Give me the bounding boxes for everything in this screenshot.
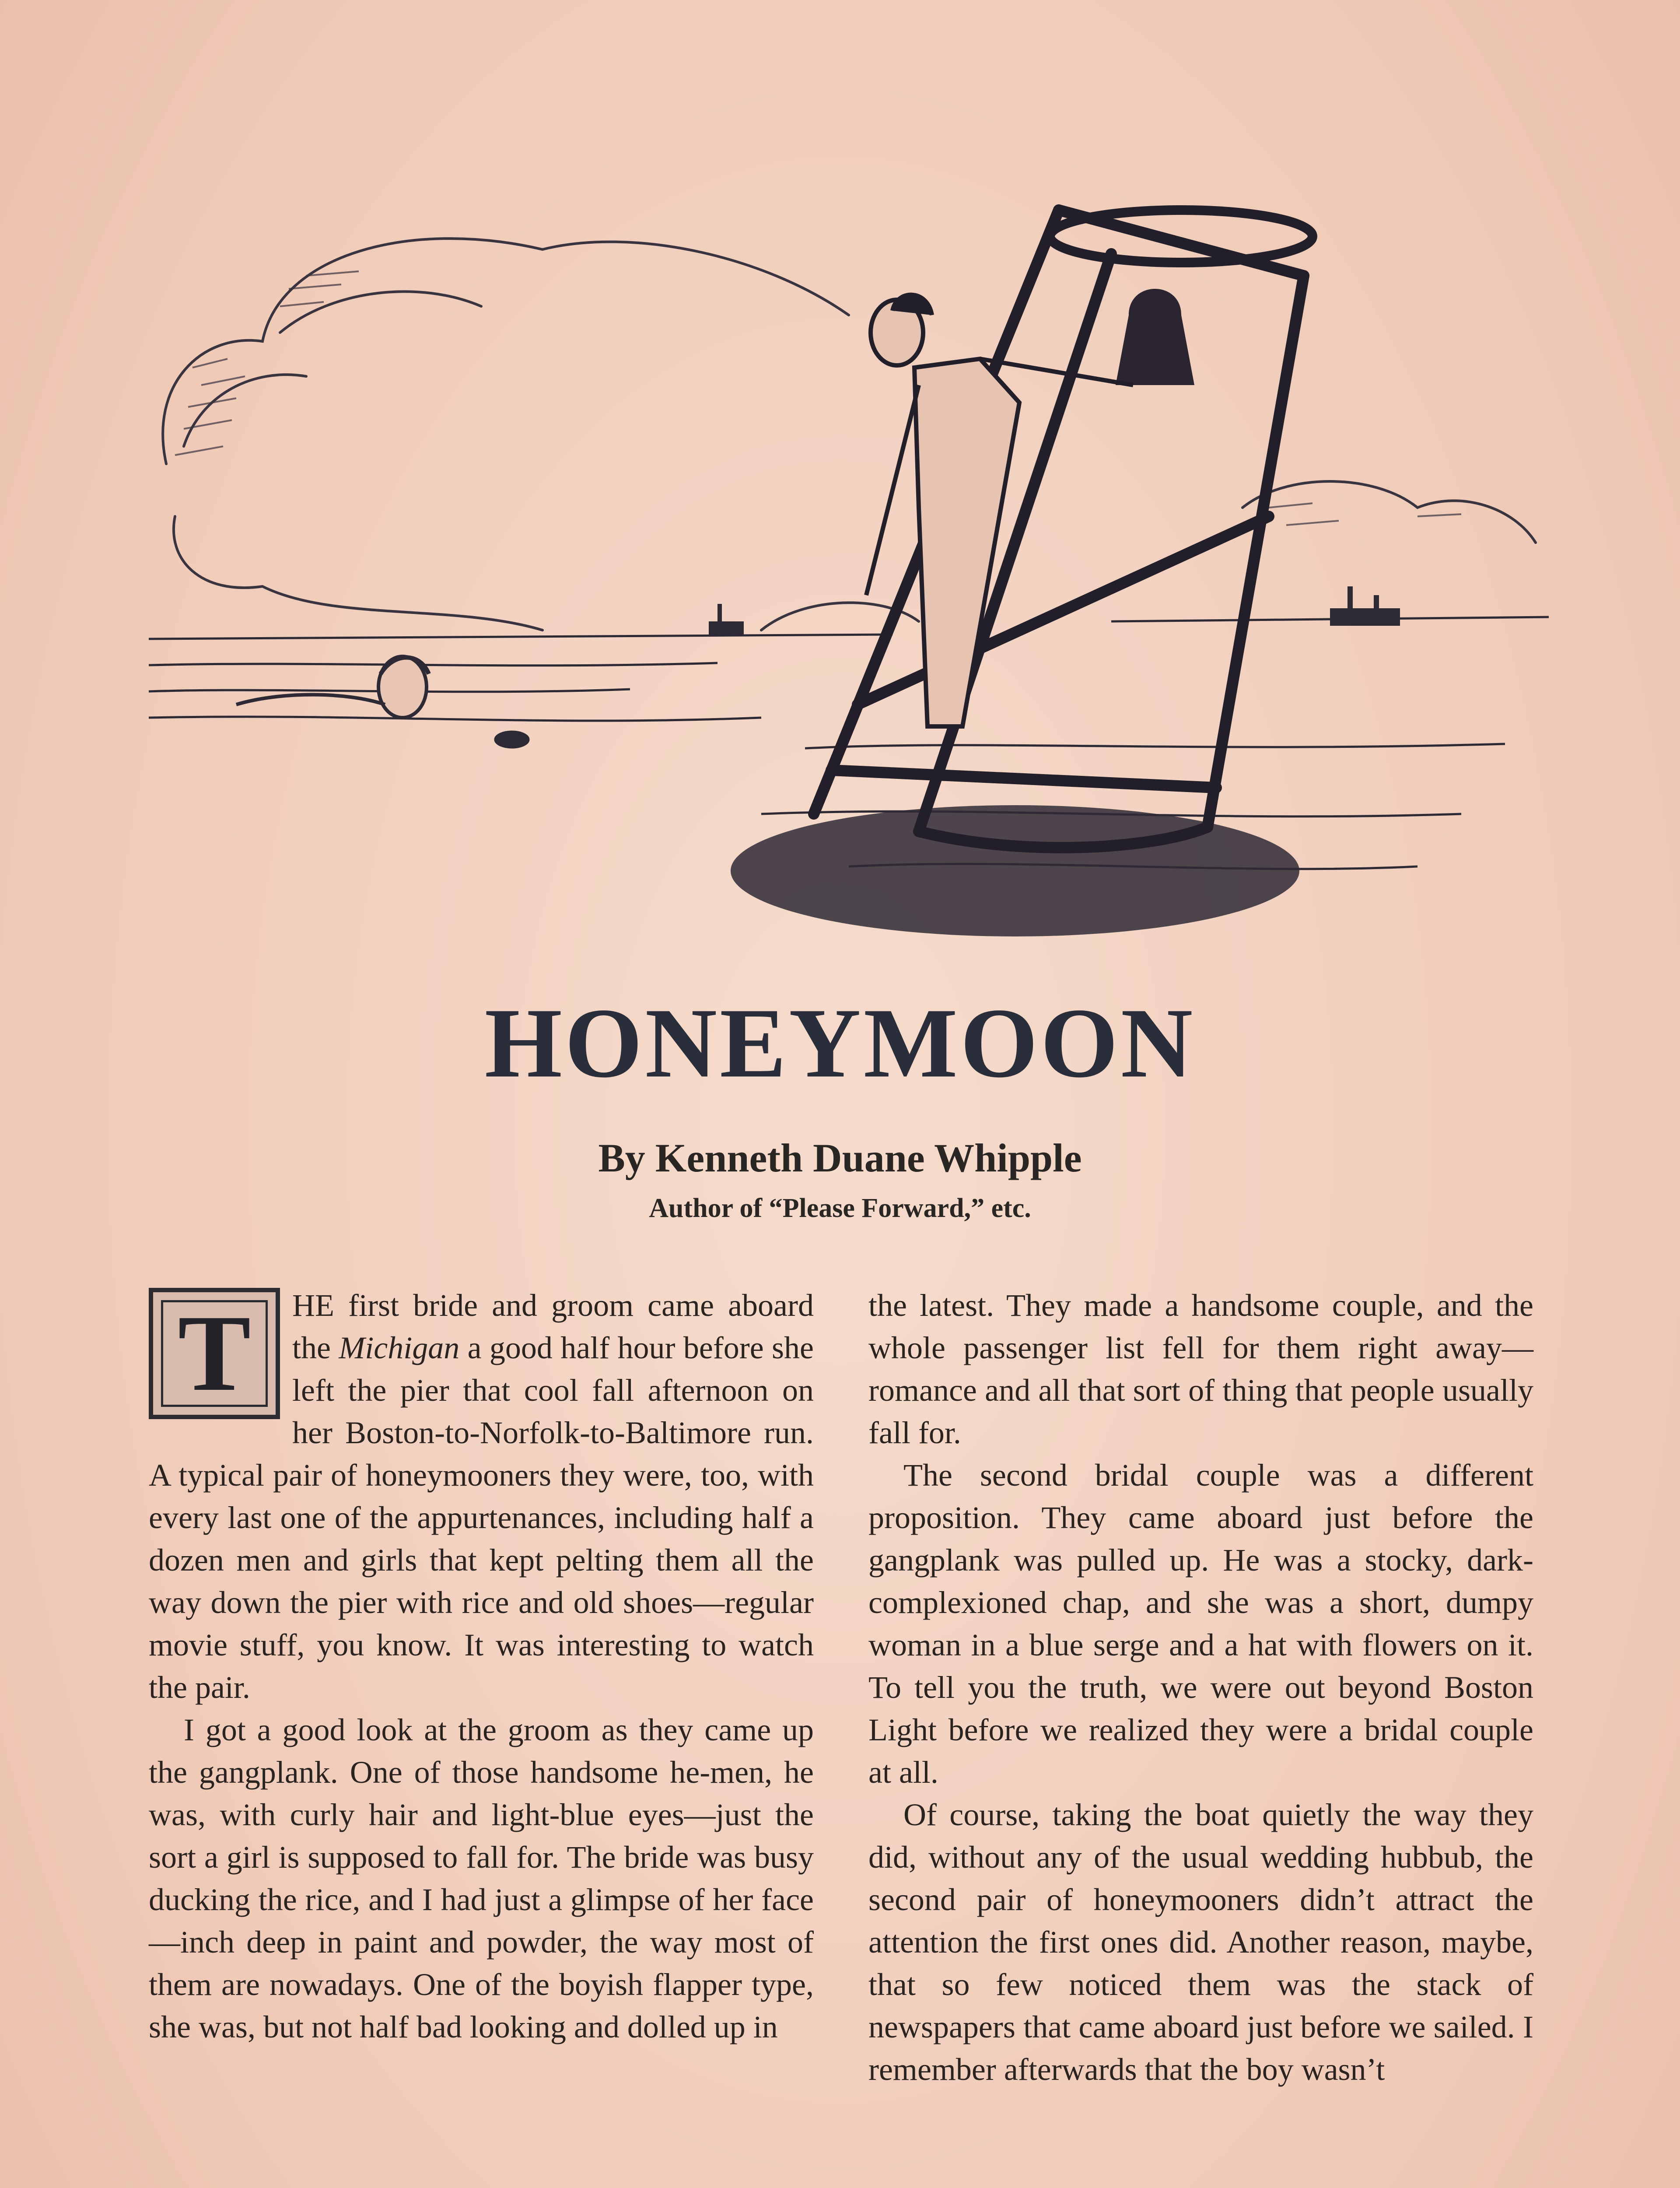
drop-cap-letter: T	[161, 1300, 268, 1407]
article-paragraph	[149, 1284, 814, 1709]
buoy-swimmer-illustration	[149, 201, 1549, 958]
ship-name: Michigan	[339, 1330, 460, 1365]
article-column-left	[149, 1284, 814, 2048]
drop-cap	[149, 1288, 280, 1419]
article-paragraph: The second bridal couple was a different proposition. They came aboard just before the gangplank was pulled up. He was a stocky, dark-complexioned chap, and she was a short, dumpy woman in a blue serge and a hat with flowers on it. To tell you the truth, we were out beyond Boston Light before we realized they were a bridal couple at all.	[868, 1458, 1533, 1790]
paragraph-text: HE first bride and groom came aboard the	[292, 1288, 814, 1365]
article-paragraph: Of course, taking the boat quietly the way they did, without any of the usual wedding hubbub, the second pair of honeymooners didn’t attract the attention the first ones did. Another reason, maybe, that so few noticed them was the stack of newspapers that came aboard just before we sailed. I remember afterwards that the boy wasn’t	[868, 1797, 1533, 2087]
article-column-right	[868, 1284, 1533, 2091]
article-paragraph: the latest. They made a handsome couple, and the whole passenger list fell for them right away—romance and all that sort of thing that people usually fall for.	[868, 1288, 1533, 1450]
article-byline: By Kenneth Duane Whipple	[598, 1136, 1082, 1180]
article-paragraph: I got a good look at the groom as they came up the gangplank. One of those handsome he-men, he was, with curly hair and light-blue eyes—just the sort a girl is supposed to fall for. The bride was busy ducking the rice, and I had just a glimpse of her face—inch deep in paint and powder, the way most of them are nowadays. One of the boyish flapper type, she was, but not half bad looking and dolled up in	[149, 1712, 814, 2044]
paragraph-text: a good half hour before she left the pier that cool fall afternoon on her Boston-to-Norfolk-to-Baltimore run. A typical pair of honeymooners they were, too, with every last one of the appurtenances, including half a dozen men and girls that kept pelting them all the way down the pier with rice and old shoes—regular movie stuff, you know. It was interesting to watch the pair.	[149, 1330, 814, 1705]
article-title: HONEYMOON	[484, 988, 1196, 1098]
author-credit: Author of “Please Forward,” etc.	[649, 1193, 1031, 1223]
